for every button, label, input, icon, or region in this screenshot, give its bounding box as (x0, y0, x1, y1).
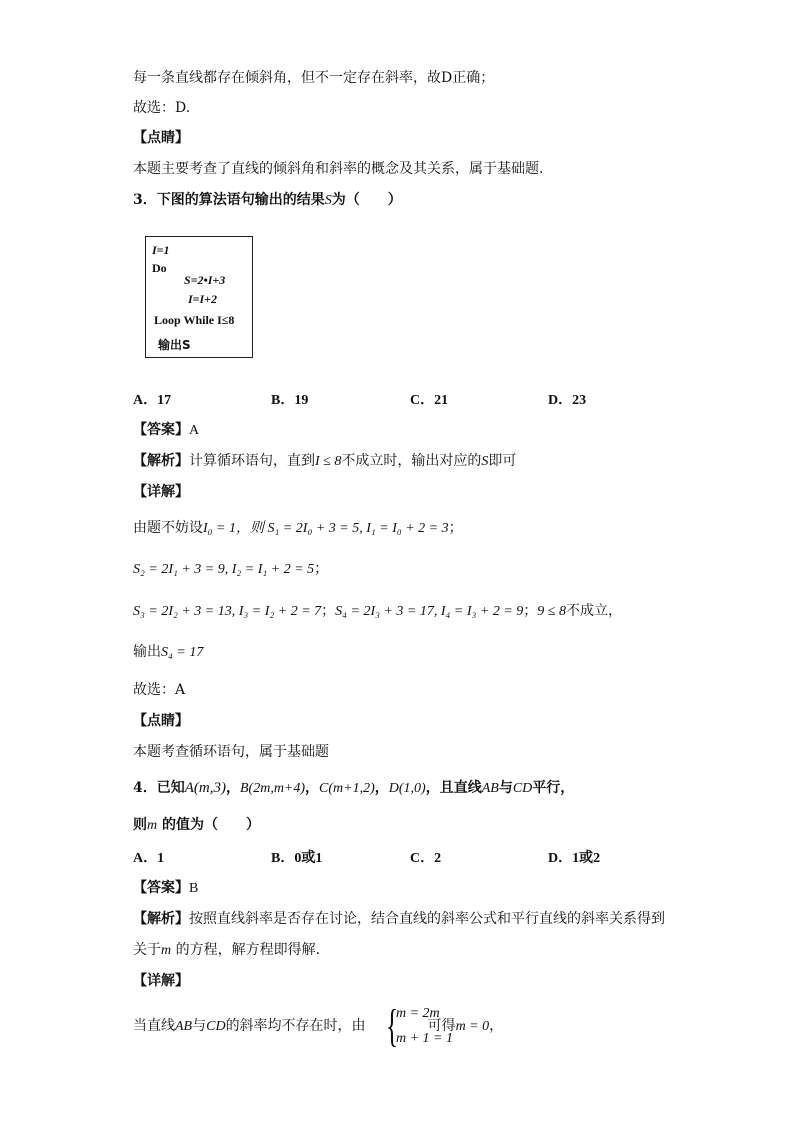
detail-text: 可得 (427, 1018, 456, 1034)
detail-text: 当直线 (133, 1018, 175, 1034)
punct: ； (314, 561, 329, 577)
stem-text: 与 (498, 780, 513, 796)
math-expression: I₀ = 1，则 S₁ = 2I₀ + 3 = 5, I₁ = I₀ + 2 = 3 (203, 521, 449, 536)
math-expression: m = 0 (455, 1019, 490, 1034)
answer-tag: 【答案】 (133, 880, 189, 896)
analysis-text: 计算循环语句，直到 (189, 453, 315, 469)
note-line: 本题考查循环语句，属于基础题 (133, 744, 329, 760)
detail-text: 与 (192, 1018, 207, 1034)
detail-text: 不成立， (565, 603, 622, 619)
code-line: 输出S (158, 338, 191, 352)
answer-line (133, 878, 198, 899)
code-line: I=I+2 (188, 292, 218, 306)
detail-text: 的斜率均不存在时，由 (225, 1018, 366, 1034)
math-var: AB (481, 781, 499, 796)
punct: ， (374, 780, 389, 796)
answer-value: A (189, 423, 200, 438)
detail-text: 由题不妨设 (133, 520, 203, 536)
math-expression: S₃ = 2I₂ + 3 = 13, I₃ = I₂ + 2 = 7 (133, 604, 322, 619)
math-inline: I ≤ 8 (315, 454, 342, 469)
code-line: S=2•I+3 (184, 273, 226, 287)
analysis-line-2 (133, 940, 320, 961)
analysis-tag: 【解析】 (133, 453, 189, 469)
detail-line (133, 642, 203, 663)
analysis-text: 不成立时，输出对应的 (341, 453, 482, 469)
option-d: D．23 (548, 393, 587, 408)
equation-system-brace: { (386, 1000, 399, 1051)
code-line: Do (152, 261, 167, 275)
option-c: C．21 (410, 393, 449, 408)
detail-text: 输出 (133, 644, 161, 660)
code-line: Loop While I≤8 (154, 313, 235, 327)
section-tag-detail: 【详解】 (133, 484, 189, 500)
analysis-text: 按照直线斜率是否存在讨论，结合直线的斜率公式和平行直线的斜率关系得到 (189, 911, 665, 927)
section-tag-note: 【点睛】 (133, 713, 189, 729)
text-line: 本题主要考查了直线的倾斜角和斜率的概念及其关系，属于基础题. (133, 161, 544, 177)
punct: ， (489, 1018, 504, 1034)
math-point: D(1,0) (388, 781, 426, 796)
math-var: S (324, 193, 332, 208)
math-var: m (147, 818, 158, 833)
punct: ， (226, 780, 240, 796)
math-expression: S₄ = 2I₃ + 3 = 17, I₄ = I₃ + 2 = 9 (335, 604, 524, 619)
section-tag-detail: 【详解】 (133, 973, 189, 989)
detail-line (133, 518, 463, 539)
answer-value: B (189, 881, 199, 896)
answer-tag: 【答案】 (133, 422, 189, 438)
text-line: 故选：D. (133, 100, 191, 116)
detail-line (133, 601, 622, 622)
math-var: S (481, 454, 489, 469)
analysis-text: 的方程，解方程即得解. (171, 942, 321, 958)
equation-system-row: m = 2m (396, 1006, 440, 1021)
analysis-text: 即可 (488, 453, 517, 469)
option-b: B．0或1 (271, 851, 323, 866)
punct: ， (305, 780, 320, 796)
math-var: AB (175, 1019, 193, 1034)
code-line: I=1 (152, 243, 170, 257)
stem-text: 的值为（ ） (157, 817, 260, 833)
stem-text: 4．已知 (133, 780, 185, 796)
analysis-line (133, 909, 665, 929)
math-point: B(2m,m+4) (240, 781, 306, 796)
option-d: D．1或2 (548, 851, 601, 866)
analysis-tag: 【解析】 (133, 911, 189, 927)
option-a: A．1 (133, 851, 165, 866)
math-expression: S₂ = 2I₁ + 3 = 9, I₂ = I₁ + 2 = 5 (133, 562, 315, 577)
equation-system-row: m + 1 = 1 (396, 1031, 454, 1046)
analysis-line (133, 451, 516, 472)
math-point: C(m+1,2) (319, 781, 375, 796)
stem-text: 3．下图的算法语句输出的结果 (133, 192, 325, 208)
option-b: B．19 (271, 393, 309, 408)
stem-text: 为（ ） (331, 192, 402, 208)
math-expression: S₄ = 17 (161, 645, 204, 660)
option-a: A．17 (133, 393, 172, 408)
punct: ； (523, 603, 538, 619)
question-3-stem (133, 190, 402, 211)
math-point: A(m,3) (184, 780, 226, 796)
answer-line (133, 420, 199, 441)
math-var: m (161, 943, 172, 958)
question-4-stem-line-2 (133, 815, 260, 836)
punct: ； (321, 603, 336, 619)
question-4-stem (133, 778, 574, 799)
stem-text: 则 (133, 817, 147, 833)
math-expression: 9 ≤ 8 (537, 604, 566, 619)
detail-line (133, 559, 328, 580)
stem-text: 平行， (532, 780, 575, 796)
option-c: C．2 (410, 851, 442, 866)
analysis-text: 关于 (133, 942, 161, 958)
math-var: CD (206, 1019, 226, 1034)
text-line: 每一条直线都存在倾斜角，但不一定存在斜率，故D正确； (133, 70, 495, 86)
math-var: CD (512, 781, 533, 796)
section-tag-note: 【点睛】 (133, 130, 189, 146)
algorithm-code-box (145, 236, 253, 358)
punct: ； (448, 520, 463, 536)
stem-text: ，且直线 (425, 780, 482, 796)
choose-line: 故选：A (133, 682, 186, 698)
